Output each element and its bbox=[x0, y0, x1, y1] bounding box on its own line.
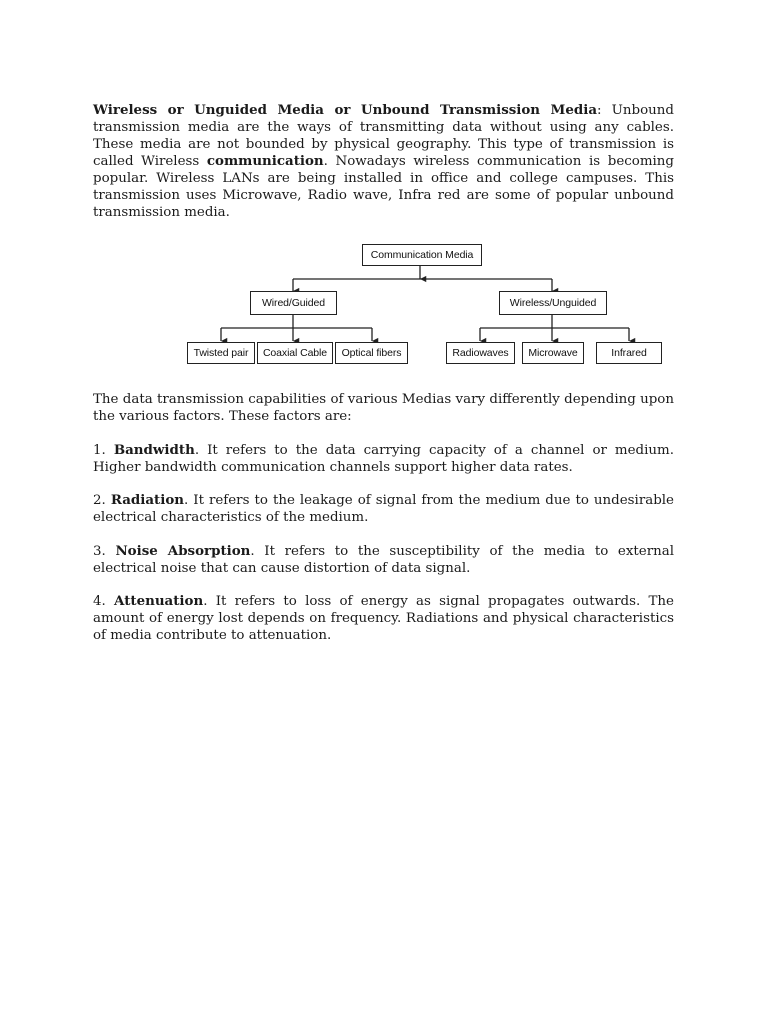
node-infrared: Infrared bbox=[596, 342, 662, 364]
factor-radiation: 2. Radiation. It refers to the leakage of signal from the medium due to undesirable electrical characteristics of the medium. bbox=[93, 492, 674, 525]
intro-text-a: : Unbound transmission media are the ways of transmitting data without using any cables. These media are not bounded by physical geography. This type of transmission is called Wireless bbox=[93, 103, 674, 170]
intro-heading: Wireless or Unguided Media or Unbound Transmission Media bbox=[93, 102, 598, 118]
node-wireless: Wireless/Unguided bbox=[499, 291, 607, 315]
node-radiowaves: Radiowaves bbox=[446, 342, 515, 364]
factor-attenuation: 4. Attenuation. It refers to loss of energy as signal propagates outwards. The amount of energy lost depends on frequency. Radiations and physical characteristics of media contribute to attenuation. bbox=[93, 593, 674, 643]
factor-term: Radiation bbox=[110, 492, 184, 508]
factor-term: Bandwidth bbox=[113, 442, 195, 458]
intro-text-b: . Nowadays wireless communication is becoming popular. Wireless LANs are being installed in office and college campuses. This transmission uses Microwave, Radio wave, Infra red are some of popular unbound transmission media. bbox=[93, 154, 674, 220]
factor-bandwidth: 1. Bandwidth. It refers to the data carrying capacity of a channel or medium. Higher bandwidth communication channels support higher data rates. bbox=[93, 442, 674, 475]
intro-bold-word: communication bbox=[206, 153, 324, 170]
intro-paragraph bbox=[93, 102, 674, 222]
factor-noise-absorption: 3. Noise Absorption. It refers to the susceptibility of the media to external electrical noise that can cause distortion of data signal. bbox=[93, 543, 674, 576]
factors-intro: The data transmission capabilities of various Medias vary differently depending upon the various factors. These factors are: bbox=[93, 392, 674, 424]
factor-term: Attenuation bbox=[114, 593, 204, 609]
node-optical-fibers: Optical fibers bbox=[335, 342, 408, 364]
node-wired: Wired/Guided bbox=[250, 291, 337, 315]
node-coaxial-cable: Coaxial Cable bbox=[257, 342, 333, 364]
node-twisted-pair: Twisted pair bbox=[187, 342, 255, 364]
communication-media-diagram bbox=[186, 236, 666, 370]
node-microwave: Microwave bbox=[522, 342, 584, 364]
node-root: Communication Media bbox=[362, 244, 482, 266]
factor-term: Noise Absorption bbox=[115, 543, 251, 559]
